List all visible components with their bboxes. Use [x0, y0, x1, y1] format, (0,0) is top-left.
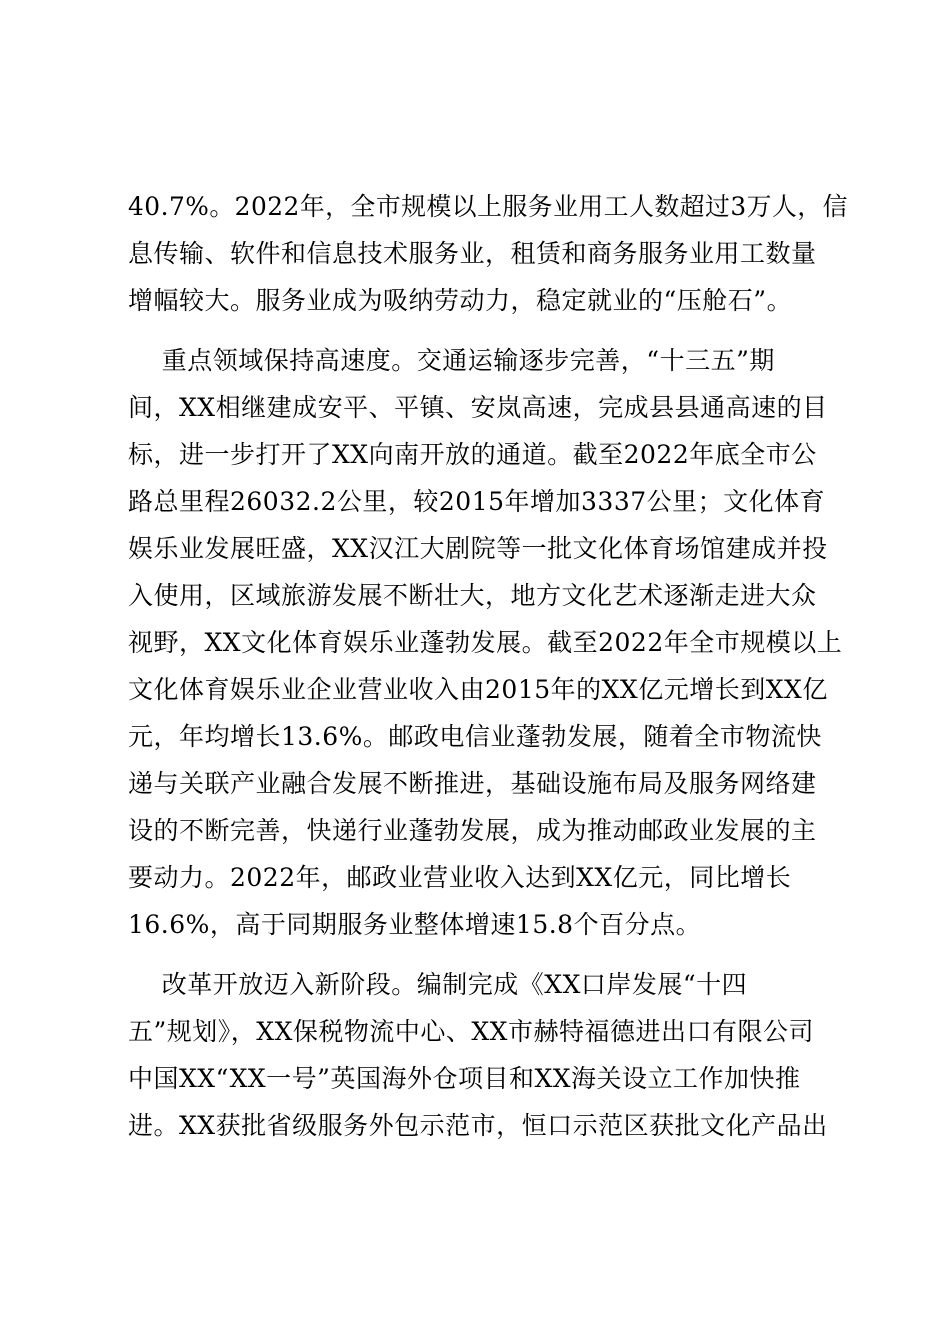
text-line: 16.6%，高于同期服务业整体增速15.8个百分点。	[128, 910, 702, 939]
body-text	[128, 183, 848, 1149]
paragraph	[128, 183, 848, 324]
text-line: 路总里程26032.2公里，较2015年增加3337公里；文化体育	[128, 487, 826, 516]
paragraph-gap	[128, 324, 848, 337]
text-line: 40.7%。2022年，全市规模以上服务业用工人数超过3万人，信	[128, 192, 848, 221]
paragraph	[128, 961, 848, 1149]
text-line: 要动力。2022年，邮政业营业收入达到XX亿元，同比增长	[128, 863, 792, 892]
text-line: 娱乐业发展旺盛，XX汉江大剧院等一批文化体育场馆建成并投	[128, 534, 828, 563]
text-line: 进。XX获批省级服务外包示范市，恒口示范区获批文化产品出	[128, 1111, 828, 1140]
text-line: 视野，XX文化体育娱乐业蓬勃发展。截至2022年全市规模以上	[128, 628, 843, 657]
text-line: 标，进一步打开了XX向南开放的通道。截至2022年底全市公	[128, 440, 817, 469]
text-line: 文化体育娱乐业企业营业收入由2015年的XX亿元增长到XX亿	[128, 675, 828, 704]
text-line: 递与关联产业融合发展不断推进，基础设施布局及服务网络建	[128, 769, 817, 798]
text-line: 五”规划》，XX保税物流中心、XX市赫特福德进出口有限公司	[128, 1017, 814, 1046]
text-line: 入使用，区域旅游发展不断壮大，地方文化艺术逐渐走进大众	[128, 581, 817, 610]
text-line: 息传输、软件和信息技术服务业，租赁和商务服务业用工数量	[128, 239, 817, 268]
text-line: 改革开放迈入新阶段。编制完成《XX口岸发展“十四	[128, 970, 748, 999]
paragraph	[128, 337, 848, 948]
paragraph-gap	[128, 948, 848, 961]
text-line: 元，年均增长13.6%。邮政电信业蓬勃发展，随着全市物流快	[128, 722, 822, 751]
text-line: 增幅较大。服务业成为吸纳劳动力，稳定就业的“压舱石”。	[128, 286, 793, 315]
text-line: 间，XX相继建成安平、平镇、安岚高速，完成县县通高速的目	[128, 393, 828, 422]
text-line: 中国XX“XX一号”英国海外仓项目和XX海关设立工作加快推	[128, 1064, 801, 1093]
text-line: 设的不断完善，快递行业蓬勃发展，成为推动邮政业发展的主	[128, 816, 817, 845]
text-line: 重点领域保持高速度。交通运输逐步完善，“十三五”期	[128, 346, 775, 375]
